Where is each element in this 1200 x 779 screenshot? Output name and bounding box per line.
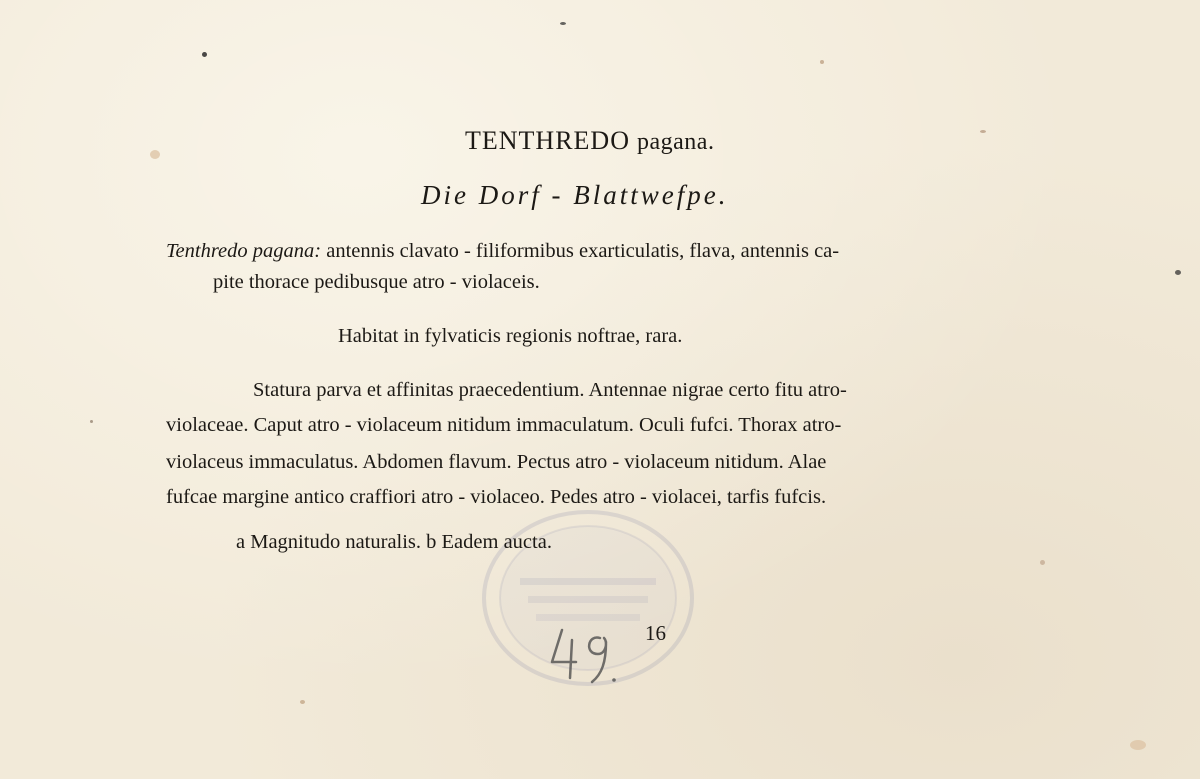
page-number: 16 bbox=[645, 621, 666, 645]
description-line-3: violaceus immaculatus. Abdomen flavum. Pectus atro - violaceum nitidum. Alae bbox=[166, 451, 827, 473]
title-species: pagana. bbox=[636, 129, 715, 155]
paper-fleck bbox=[560, 22, 566, 25]
paper-fleck bbox=[150, 150, 160, 159]
title-genus: TENTHREDO bbox=[465, 126, 630, 155]
paper-fleck bbox=[820, 60, 824, 64]
page-title bbox=[465, 126, 714, 156]
habitat-line: Habitat in fylvaticis regionis noftrae, rara. bbox=[338, 325, 683, 347]
diagnosis-text: antennis clavato - filiformibus exarticulatis, flava, antennis ca- bbox=[326, 240, 840, 262]
paper-fleck bbox=[202, 52, 207, 57]
page-subtitle: Die Dorf - Blattwefpe. bbox=[421, 180, 729, 210]
diagnosis-line-2: pite thorace pedibusque atro - violaceis. bbox=[213, 271, 540, 293]
paper-fleck bbox=[1130, 740, 1146, 750]
diagnosis-line-1 bbox=[166, 240, 839, 263]
paper-fleck bbox=[1175, 270, 1181, 275]
paper-fleck bbox=[980, 130, 986, 133]
diagnosis-name: Tenthredo pagana: bbox=[166, 240, 322, 262]
description-line-4: fufcae margine antico craffiori atro - violaceo. Pedes atro - violacei, tarfis fufcis. bbox=[166, 486, 827, 508]
handwritten-note-text bbox=[0, 0, 1, 1]
paper-fleck bbox=[300, 700, 305, 704]
description-line-2: violaceae. Caput atro - violaceum nitidum immaculatum. Oculi fufci. Thorax atro- bbox=[166, 414, 842, 436]
paper-fleck bbox=[90, 420, 93, 423]
handwritten-note bbox=[548, 622, 628, 692]
figure-caption: a Magnitudo naturalis. b Eadem aucta. bbox=[236, 531, 552, 553]
paper-fleck bbox=[1040, 560, 1045, 565]
description-line-1: Statura parva et affinitas praecedentium. Antennae nigrae certo fitu atro- bbox=[253, 379, 847, 401]
